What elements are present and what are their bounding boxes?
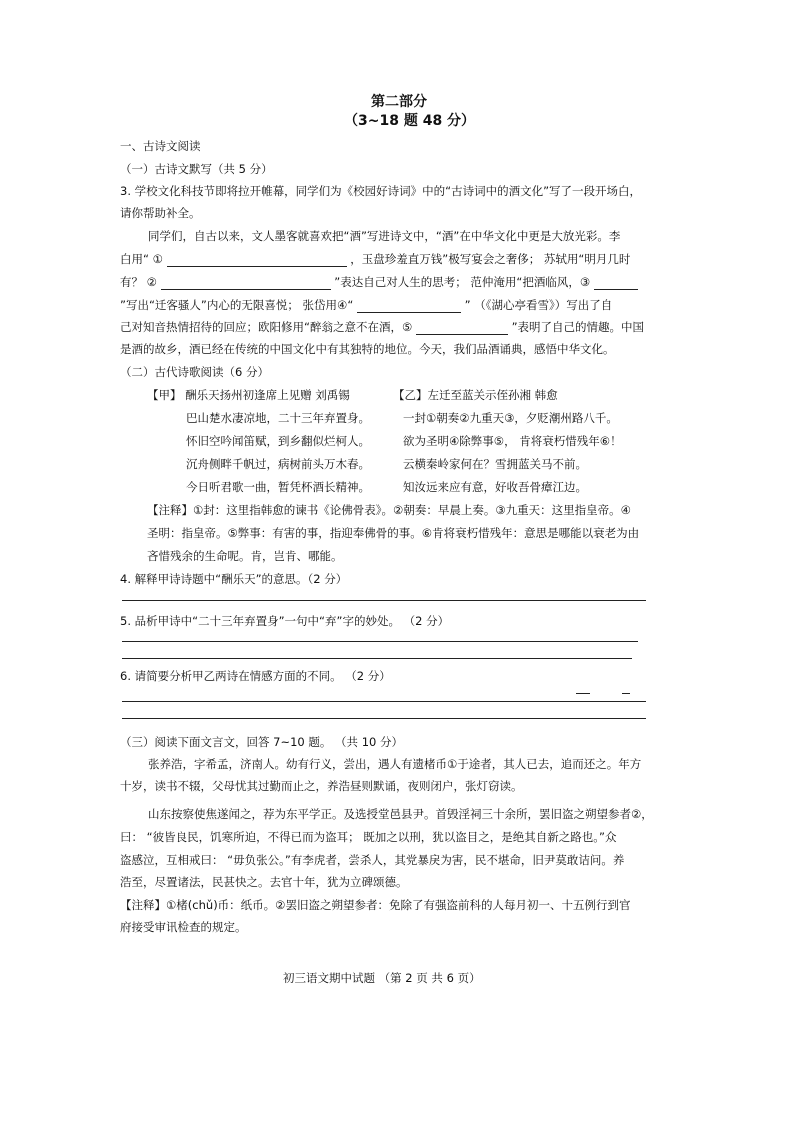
q3-para-line6: 是酒的故乡，酒已经在传统的中国文化中有其独特的地位。今天，我们品酒诵典，感悟中华文化。 [120,342,615,356]
q6-answer-mark-1 [576,693,590,694]
q3-para-line2 [120,251,630,267]
q3-para-line3 [120,274,638,290]
poem-note-line1: 【注释】①封：这里指韩愈的谏书《论佛骨表》。②朝奏：早晨上奏。③九重天：这里指皇帝。④ [147,503,631,517]
poem-yi-line2: 欲为圣明④除弊事⑤， 肯将衰朽惜残年⑥！ [403,434,622,448]
q3-text-5b: ”表明了自己的情趣。中国 [511,320,645,334]
q3-text-4b: ” （《湖心亭看雪》）写出了自 [464,298,613,312]
page-footer: 初三语文期中试题 （第 2 页 共 6 页） [283,971,481,985]
poem-yi-title: 【乙】左迁至蓝关示侄孙湘 韩愈 [393,388,558,402]
poem-note-line2: 圣明：指皇帝。⑤弊事：有害的事，指迎奉佛骨的事。⑥肯将衰朽惜残年：意思是哪能以衰老为由 [147,526,640,540]
q3-para-line5 [120,319,644,335]
blank-2[interactable] [161,276,331,290]
wenyan-line5: 盗感泣，互相戒曰： “毋负张公。”有李虎者，尝杀人，其党暴戾为害，民不堪命，旧尹莫敢诘问。养 [120,853,625,867]
q3-text-3a: 有？ ② [120,275,157,289]
q6-answer-mark-2 [622,693,630,694]
q3-text-2a: 白用“ ① [120,252,163,266]
wenyan-line1: 张养浩，字希孟，济南人。幼有行义，尝出，遇人有遗楮币①于途者，其人已去，追而还之。年方 [148,757,642,771]
q3-stem-line2: 请你帮助补全。 [120,206,201,220]
q3-para-line4 [120,297,612,313]
poem-jia-line4: 今日听君歌一曲，暂凭杯酒长精神。 [186,480,370,494]
q4-answer-line[interactable] [122,600,646,601]
q3-para-line1: 同学们，自古以来，文人墨客就喜欢把“酒”写进诗文中，“酒”在中华文化中更是大放光彩。李 [148,229,621,243]
poem-yi-line1: 一封①朝奏②九重天③，夕贬潮州路八千。 [403,411,618,425]
poem-jia-title: 【甲】 酬乐天扬州初逢席上见赠 刘禹锡 [147,388,350,402]
blank-5[interactable] [416,321,508,335]
wenyan-line3: 山东按察使焦遂闻之，荐为东平学正。及选授堂邑县尹。首毁淫祠三十余所，罢旧盗之朔望参者②， [148,807,653,821]
part-title: 第二部分 [371,94,427,110]
wenyan-line2: 十岁，读书不辍，父母忧其过勤而止之，养浩昼则默诵，夜则闭户，张灯窃读。 [120,779,523,793]
q3-stem-line1: 3. 学校文化科技节即将拉开帷幕，同学们为《校园好诗词》中的“古诗词中的酒文化”写了一段开场白， [120,184,642,198]
wenyan-line4: 曰： “彼皆良民，饥寒所迫，不得已而为盗耳； 既加之以刑，犹以盗目之，是绝其自新之路也。”众 [120,830,617,844]
q6-stem: 6. 请简要分析甲乙两诗在情感方面的不同。 （2 分） [120,669,391,683]
wenyan-note-line1: 【注释】①楮(chǔ)币：纸币。②罢旧盗之朔望参者：免除了有强盗前科的人每月初一、十五例行到官 [120,898,631,912]
wenyan-note-line2: 府接受审讯检查的规定。 [120,920,247,934]
subsection-heading-1: （一）古诗文默写（共 5 分） [120,162,273,176]
poem-jia-line2: 怀旧空吟闻笛赋，到乡翻似烂柯人。 [186,434,370,448]
q6-answer-line-2[interactable] [122,718,646,719]
q3-text-3b: ”表达自己对人生的思考； 范仲淹用“把酒临风，③ [334,275,591,289]
subsection-heading-2: （二）古代诗歌阅读（6 分） [120,365,269,379]
q3-text-4a: ”写出“迁客骚人”内心的无限喜悦； 张岱用④“ [120,298,354,312]
q3-text-2b: ，玉盘珍羞直万钱”极写宴会之奢侈； 苏轼用“明月几时 [350,252,631,266]
wenyan-line6: 浩至，尽置诸法，民甚快之。去官十年，犹为立碑颂德。 [120,875,408,889]
blank-3[interactable] [594,276,638,290]
q6-answer-line-1[interactable] [122,701,646,702]
q5-answer-line-1[interactable] [122,641,638,642]
q3-text-5a: 己对知音热情招待的回应；欧阳修用“醉翁之意不在酒，⑤ [120,320,413,334]
poem-note-line3: 吝惜残余的生命呢。肯，岂肯、哪能。 [147,549,343,563]
subsection-heading-3: （三）阅读下面文言文，回答 7~10 题。 （共 10 分） [120,735,403,749]
q4-stem: 4. 解释甲诗诗题中“酬乐天”的意思。（2 分） [120,572,348,586]
poem-jia-line3: 沉舟侧畔千帆过，病树前头万木春。 [186,457,370,471]
blank-4[interactable] [357,299,461,313]
poem-jia-line1: 巴山楚水凄凉地，二十三年弃置身。 [186,411,370,425]
poem-yi-line3: 云横秦岭家何在？雪拥蓝关马不前。 [403,457,587,471]
part-range: （3~18 题 48 分） [344,113,476,129]
q5-answer-line-2[interactable] [122,658,632,659]
blank-1[interactable] [167,253,347,267]
section-heading: 一、古诗文阅读 [120,139,201,153]
poem-yi-line4: 知汝远来应有意，好收吾骨瘴江边。 [403,480,587,494]
q5-stem: 5. 品析甲诗中“二十三年弃置身”一句中“弃”字的妙处。 （2 分） [120,614,450,628]
